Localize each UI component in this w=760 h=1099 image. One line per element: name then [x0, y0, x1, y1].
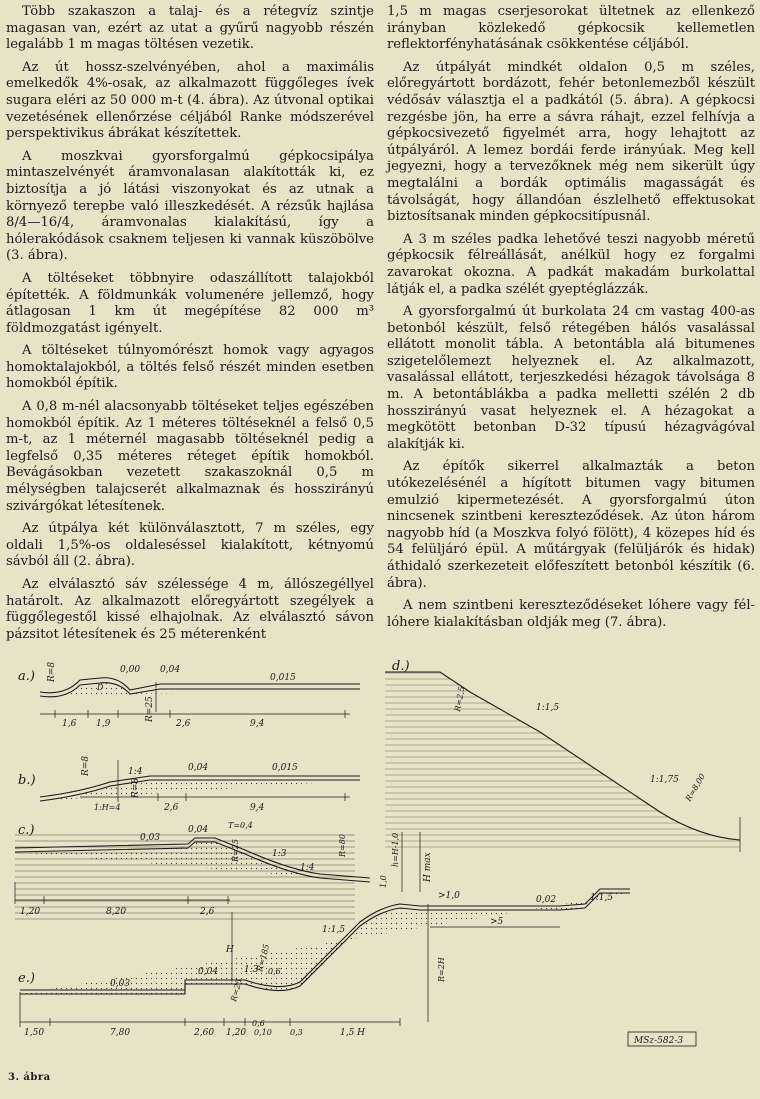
panel-a — [40, 678, 360, 718]
panel-e-slope: 0,04 — [198, 967, 219, 977]
paragraph: Az elválasztó sáv szélessége 4 m, állószegéllyel határolt. Az alkalmazott előregyártott szegélyek a függőlegestől kissé elhajolnak. Az elválasztó sávon pázsitot létesítenek és 25 méterenként — [6, 577, 374, 642]
panel-e-dim: 1,5 H — [340, 1028, 366, 1038]
paragraph: A 3 m széles padka lehetővé teszi nagyobb méretű gépkocsik félreállását, anélkül hogy ez forgalmi zavarokat okozna. A padkát makadám burkolattal látják el, a padka szélét gyeptéglázzák. — [387, 231, 755, 297]
panel-a-slope: 0,015 — [270, 673, 296, 683]
panel-b-dim: 2,6 — [164, 803, 179, 813]
paragraph: A gyorsforgalmú út burkolata 24 cm vastag 400-as betonból készült, felső rétegében hálós vasalással ellátott monolit tábla. A betontábla alá bitumenes szigetelőlemezt helyeznek el. Az alkalmazott, vasalással ellátott, terjeszkedési hézagok távolsága 8 m. A betontáblákba a padka melletti szélén 2 db hosszirányú vasat helyeznek el. A hézagokat a megkötött betonban D-32 típusú hézagvágóval alakítják ki. — [387, 304, 755, 452]
panel-d-letter: d.) — [392, 659, 410, 674]
left-text-column — [6, 4, 374, 649]
panel-c-dim: 2,6 — [200, 907, 215, 917]
panel-c-label: R=80 — [338, 834, 347, 857]
panel-a-slope: 0,00 — [120, 665, 141, 675]
panel-a-label-d: D — [97, 683, 104, 692]
paragraph: A töltéseket többnyire odaszállított talajokból építették. A földmunkák volumenére jellemző, hogy átlagosan 1 km út megépítése 82 000 m³ földmozgatást igényelt. — [6, 270, 374, 336]
panel-c-label: h=H-1,0 — [391, 832, 400, 867]
panel-e-dim: 0,3 — [290, 1028, 303, 1037]
right-text-column — [387, 4, 755, 637]
panel-b-dim: 9,4 — [250, 803, 265, 813]
panel-a-slope: 0,04 — [160, 665, 181, 675]
panel-e-dim: 0,10 — [254, 1028, 272, 1037]
panel-c-label: T=0,4 — [228, 821, 253, 830]
panel-d-label: R=8,00 — [683, 772, 708, 803]
cross-section-figure — [0, 652, 760, 1072]
panel-e-slope: 0,6 — [268, 967, 281, 976]
panel-d-slope: 1:1,5 — [536, 703, 560, 713]
panel-d-slope: 1:1,75 — [650, 775, 679, 785]
panel-c-letter: c.) — [18, 823, 35, 838]
paragraph: A moszkvai gyorsforgalmú gépkocsipálya mintaszelvényét áramvonalasan alakították ki, ez biztosítja a jó látási viszonyokat és az utnak a környező terepbe való illeszkedését. A rézsűk hajlása 8/4—16/4, áramvonalas kialakítású, így a hólerakódások csaknem teljesen ki vannak küszöbölve (3. ábra). — [6, 148, 374, 264]
panel-c — [15, 832, 420, 922]
panel-b-label: R=8 — [131, 777, 141, 798]
panel-a-dim: 1,9 — [96, 719, 111, 729]
paragraph: Az építők sikerrel alkalmazták a beton utókezelésénél a hígított bitumen vagy bitumen emulzió kipermetezését. A gyorsforgalmú úton nincsenek szintbeni kereszteződések. Az úton három nagyobb híd (a Moszkva folyó fölött), 4 közepes híd és 54 felüljáró épül. A műtárgyak (felüljárók és hidak) áthidaló szerkezeteit előfeszített betonból készítik (6. ábra). — [387, 459, 755, 591]
paragraph: A nem szintbeni kereszteződéseket lóhere vagy fél-lóhere kialakításban oldják meg (7. ábra). — [387, 598, 755, 630]
paragraph: A töltéseket túlnyomórészt homok vagy agyagos homoktalajokból, a töltés felső részét minden esetben homokból építik. — [6, 343, 374, 392]
paragraph: A 0,8 m-nél alacsonyabb töltéseket teljes egészében homokból építik. Az 1 méteres töltéseknél a felső 0,5 m-t, az 1 méternél magasabb töltéseknél pedig a legfelső 0,35 méteres réteget építik homokból. Bevágásokban vezetett szakaszoknál 0,5 m mélységben talajcserét alkalmaznak és hosszirányú szivárgókat létesítenek. — [6, 399, 374, 514]
panel-c-label: 1,0 — [379, 875, 388, 888]
panel-d — [385, 672, 740, 852]
panel-b-slope: 0,04 — [188, 763, 209, 773]
cross-section-drawing — [0, 652, 760, 1072]
panel-e-dim: 2,60 — [194, 1028, 215, 1038]
paragraph: Több szakaszon a talaj- és a rétegvíz szintje magasan van, ezért az utat a gyűrű nagyobb részén legalább 1 m magas töltésen vezetik. — [6, 4, 374, 53]
panel-e-slope: 0,03 — [110, 979, 131, 989]
panel-e-label: >5 — [490, 917, 504, 927]
panel-e-dim: 1,50 — [24, 1028, 45, 1038]
panel-d-label: R=2,5 — [453, 685, 467, 713]
panel-e-slope: 0,02 — [536, 895, 557, 905]
panel-c-slope: 1:3 — [272, 849, 287, 859]
paragraph: Az útpálya két különválasztott, 7 m széles, egy oldali 1,5%-os oldaleséssel kialakított, kétnyomú sávból áll (2. ábra). — [6, 521, 374, 570]
panel-e-dim: 1,20 — [226, 1028, 247, 1038]
paragraph-continued: 1,5 m magas cserjesorokat ültetnek az ellenkező irányban közlekedő gépkocsik kellemetlen reflektorfényhatásának csökkentése céljából. — [387, 4, 755, 53]
panel-b-letter: b.) — [18, 773, 36, 788]
paragraph: Az út hossz-szelvényében, ahol a maximális emelkedők 4%-osak, az alkalmazott függőleges ívek sugara eléri az 50 000 m-t (4. ábra). Az útvonal optikai vezetésének ellenőrzése céljából Ranke módszerével perspektivikus ábrákat készítettek. — [6, 59, 374, 142]
panel-e-dim: 0,6 — [252, 1019, 265, 1028]
figure-stamp: MSz-582-3 — [634, 1036, 684, 1046]
panel-c-dim: 8,20 — [106, 907, 127, 917]
panel-a-dim: 1,6 — [62, 719, 77, 729]
panel-c-label: R=25 — [231, 839, 240, 862]
panel-b-slope: 1:4 — [128, 767, 143, 777]
panel-a-dim: 9,4 — [250, 719, 265, 729]
panel-b-slope: 0,015 — [272, 763, 298, 773]
panel-c-label: H max — [423, 852, 433, 882]
panel-c-slope: 0,04 — [188, 825, 209, 835]
paragraph: Az útpályát mindkét oldalon 0,5 m széles, előregyártott bordázott, fehér betonlemezből készült védősáv választja el a padkától (5. ábra). A gépkocsi rezgésbe jön, ha erre a sávra ráhajt, ezzel felhívja a gépkocsivezető figyelmét arra, hogy lehajtott az útpályáról. A lemez bordái ferde irányúak. Meg kell jegyezni, hogy a tervezőknek még nem sikerült úgy megtalálni a bordák optimális magasságát és távolságát, hogy állandóan észlelhető effektusokat biztosítsanak minden gépkocsitípusnál. — [387, 59, 755, 225]
panel-e-label: R=25 — [229, 978, 244, 1003]
panel-e-label: R=2H — [437, 957, 446, 982]
panel-a-letter: a.) — [18, 669, 35, 684]
panel-e-slope: 1:3 — [244, 965, 259, 975]
panel-c-dim: 1,20 — [20, 907, 41, 917]
panel-a-dim: 2,6 — [176, 719, 191, 729]
panel-b-radius: R=8 — [81, 755, 91, 776]
panel-e-slope: 1:1,5 — [590, 893, 614, 903]
panel-e-dim: 7,80 — [110, 1028, 131, 1038]
panel-b-dim: 1:H=4 — [94, 803, 121, 812]
panel-a-label-r: R=25 — [145, 696, 155, 722]
panel-e-label: R=185 — [255, 943, 272, 973]
panel-a-radius: R=8 — [47, 661, 57, 682]
panel-e-label: >1,0 — [438, 891, 460, 901]
panel-c-slope: 0,03 — [140, 833, 161, 843]
figure-caption: 3. ábra — [8, 1072, 51, 1083]
panel-e-letter: e.) — [18, 971, 35, 986]
panel-e-slope: 1:1,5 — [322, 925, 346, 935]
panel-c-slope: 1:4 — [300, 863, 315, 873]
panel-e-label: H — [226, 945, 234, 955]
